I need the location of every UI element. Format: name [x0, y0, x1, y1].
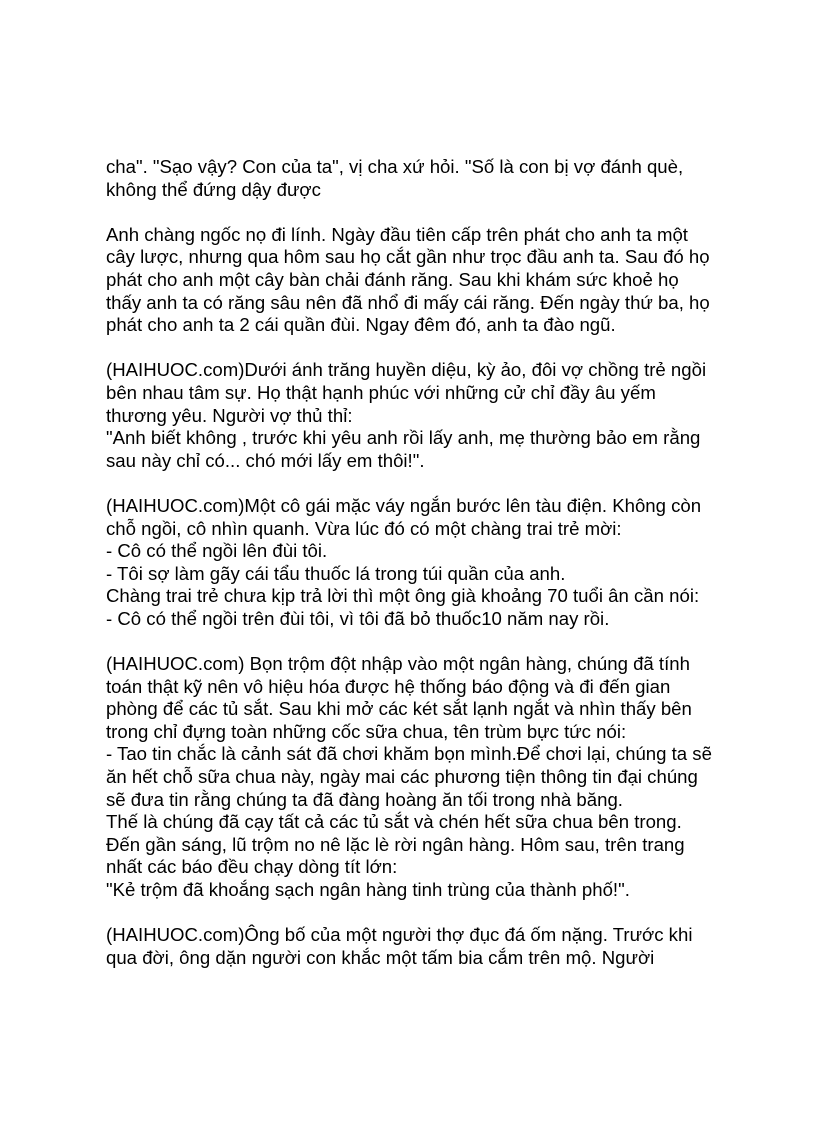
text-line: - Cô có thể ngồi trên đùi tôi, vì tôi đã bỏ thuốc10 năm nay rồi. — [106, 607, 610, 629]
text-line: Anh chàng ngốc nọ đi lính. Ngày đầu tiên cấp trên phát cho anh ta một — [106, 223, 688, 245]
paragraph-1 — [106, 156, 726, 201]
text-line: nhất các báo đều chạy dòng tít lớn: — [106, 856, 398, 878]
text-line: không thể đứng dậy được — [106, 178, 321, 200]
text-line: phát cho anh ta 2 cái quần đùi. Ngay đêm đó, anh ta đào ngũ. — [106, 314, 616, 336]
text-line: "Anh biết không , trước khi yêu anh rồi lấy anh, mẹ thường bảo em rằng — [106, 427, 701, 449]
document-body — [106, 156, 726, 992]
paragraph-3 — [106, 359, 726, 472]
text-line: - Cô có thể ngồi lên đùi tôi. — [106, 540, 328, 562]
text-line: thấy anh ta có răng sâu nên đã nhổ đi mấy cái răng. Đến ngày thứ ba, họ — [106, 291, 710, 313]
text-line: cha". "Sạo vậy? Con của ta", vị cha xứ hỏi. "Số là con bị vợ đánh què, — [106, 156, 684, 177]
text-line: phát cho anh một cây bàn chải đánh răng. Sau khi khám sức khoẻ họ — [106, 268, 679, 290]
text-line: (HAIHUOC.com)Ông bố của một người thợ đục đá ốm nặng. Trước khi — [106, 924, 693, 946]
paragraph-5 — [106, 653, 726, 902]
text-line: cây lược, nhưng qua hôm sau họ cắt gần như trọc đầu anh ta. Sau đó họ — [106, 246, 710, 268]
text-line: sau này chỉ có... chó mới lấy em thôi!". — [106, 449, 425, 471]
text-line: phòng để các tủ sắt. Sau khi mở các két sắt lạnh ngắt và nhìn thấy bên — [106, 698, 692, 720]
text-line: chỗ ngồi, cô nhìn quanh. Vừa lúc đó có một chàng trai trẻ mời: — [106, 517, 622, 539]
text-line: (HAIHUOC.com)Dưới ánh trăng huyền diệu, kỳ ảo, đôi vợ chồng trẻ ngồi — [106, 359, 707, 381]
text-line: - Tôi sợ làm gãy cái tẩu thuốc lá trong túi quần của anh. — [106, 562, 566, 584]
text-line: bên nhau tâm sự. Họ thật hạnh phúc với những cử chỉ đầy âu yếm — [106, 381, 656, 403]
text-line: thương yêu. Người vợ thủ thỉ: — [106, 404, 353, 426]
text-line: (HAIHUOC.com) Bọn trộm đột nhập vào một ngân hàng, chúng đã tính — [106, 653, 690, 675]
text-line: qua đời, ông dặn người con khắc một tấm bia cắm trên mộ. Người — [106, 946, 655, 968]
text-line: trong chỉ đựng toàn những cốc sữa chua, tên trùm bực tức nói: — [106, 720, 627, 742]
text-line: sẽ đưa tin rằng chúng ta đã đàng hoàng ăn tối trong nhà băng. — [106, 788, 623, 810]
text-line: Thế là chúng đã cạy tất cả các tủ sắt và chén hết sữa chua bên trong. — [106, 811, 682, 833]
text-line: Đến gần sáng, lũ trộm no nê lặc lè rời ngân hàng. Hôm sau, trên trang — [106, 833, 685, 855]
text-line: - Tao tin chắc là cảnh sát đã chơi khăm bọn mình.Để chơi lại, chúng ta sẽ — [106, 743, 712, 765]
text-line: Chàng trai trẻ chưa kịp trả lời thì một ông già khoảng 70 tuổi ân cần nói: — [106, 585, 700, 607]
paragraph-2 — [106, 224, 726, 337]
text-line: "Kẻ trộm đã khoắng sạch ngân hàng tinh trùng của thành phố!". — [106, 879, 630, 900]
text-line: (HAIHUOC.com)Một cô gái mặc váy ngắn bước lên tàu điện. Không còn — [106, 494, 702, 516]
text-line: toán thật kỹ nên vô hiệu hóa được hệ thống báo động và đi đến gian — [106, 675, 671, 697]
text-line: ăn hết chỗ sữa chua này, ngày mai các phương tiện thông tin đại chúng — [106, 766, 698, 788]
paragraph-6 — [106, 924, 726, 969]
paragraph-4 — [106, 495, 726, 631]
